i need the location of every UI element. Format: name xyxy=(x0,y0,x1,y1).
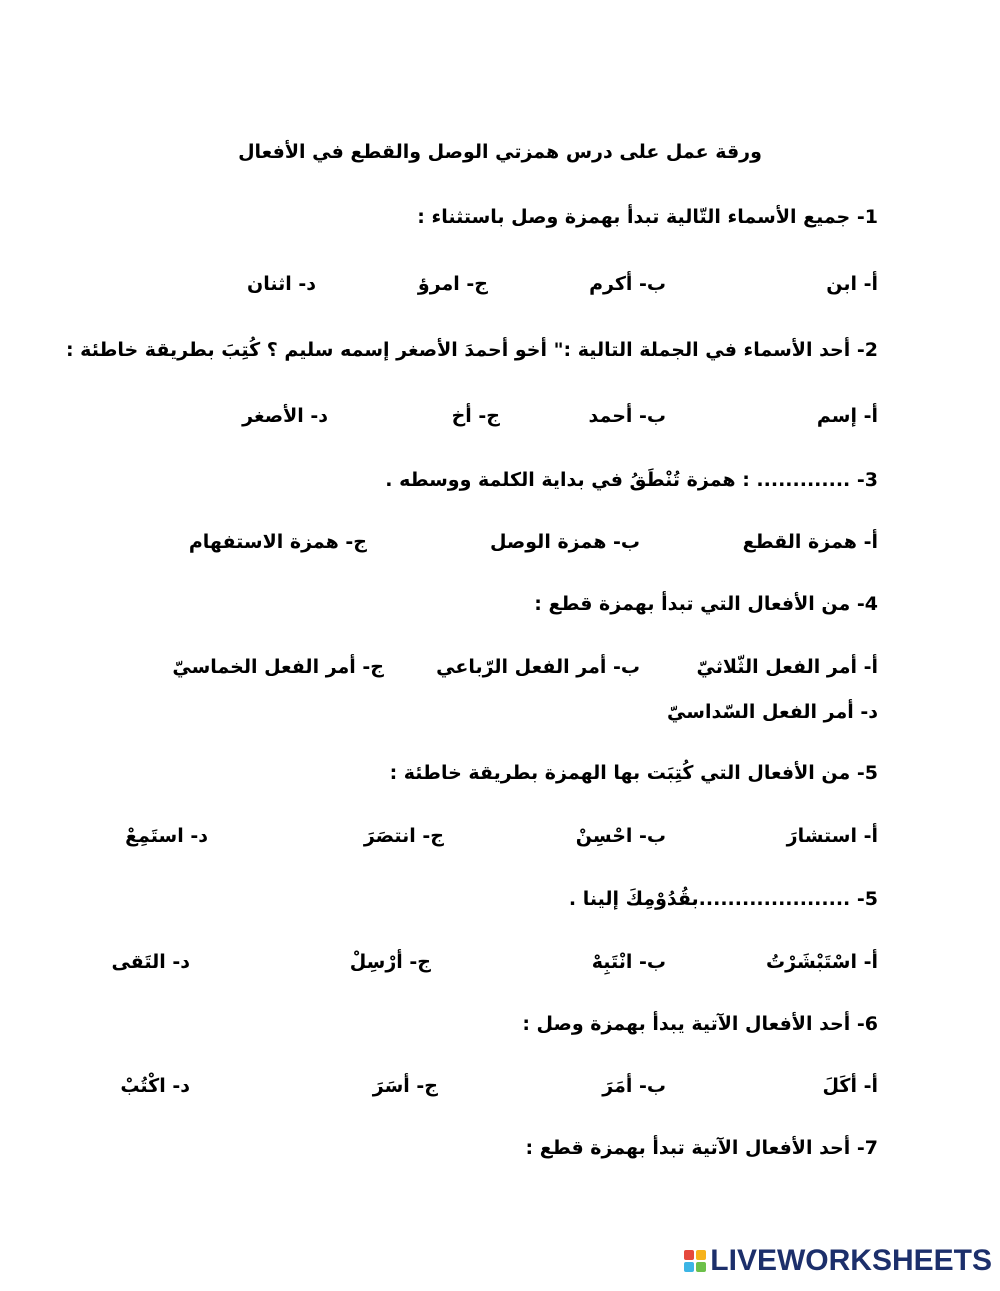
question-4-stem: 4- من الأفعال التي تبدأ بهمزة قطع : xyxy=(534,593,878,615)
question-6-stem: 6- أحد الأفعال الآتية يبدأ بهمزة وصل : xyxy=(522,1013,878,1035)
q3-option-c[interactable]: ج- همزة الاستفهام xyxy=(188,531,367,553)
q5b-option-c[interactable]: ج- أرْسِلْ xyxy=(349,951,431,973)
q1-option-d[interactable]: د- اثنان xyxy=(246,273,316,295)
q4-option-d[interactable]: د- أمر الفعل السّداسيّ xyxy=(667,701,878,723)
worksheet-title: ورقة عمل على درس همزتي الوصل والقطع في الأفعال xyxy=(238,141,762,163)
q4-option-a[interactable]: أ- أمر الفعل الثّلاثيّ xyxy=(696,656,878,678)
q5-option-a[interactable]: أ- استشارَ xyxy=(786,825,878,847)
logo-square-green xyxy=(696,1262,706,1272)
question-7-stem: 7- أحد الأفعال الآتية تبدأ بهمزة قطع : xyxy=(525,1137,878,1159)
liveworksheets-logo xyxy=(684,1241,992,1281)
question-5b-stem: 5- .....................بقُدُوْمِكَ إلينا . xyxy=(568,888,878,910)
q5-option-d[interactable]: د- استَمِعْ xyxy=(125,825,208,847)
q4-option-b[interactable]: ب- أمر الفعل الرّباعي xyxy=(436,656,640,678)
q5b-option-d[interactable]: د- التَقى xyxy=(111,951,190,973)
q4-option-c[interactable]: ج- أمر الفعل الخماسيّ xyxy=(172,656,384,678)
question-1-stem: 1- جميع الأسماء التّالية تبدأ بهمزة وصل باستثناء : xyxy=(417,206,878,228)
q6-option-d[interactable]: د- اكْتُبْ xyxy=(120,1075,190,1097)
brand-name: LIVEWORKSHEETS xyxy=(710,1244,992,1277)
question-2-stem: 2- أحد الأسماء في الجملة التالية :" أخو أحمدَ الأصغر إسمه سليم ؟ كُتِبَ بطريقة خاطئة : xyxy=(65,339,878,361)
q6-option-a[interactable]: أ- أكَلَ xyxy=(822,1075,878,1097)
logo-square-blue xyxy=(684,1262,694,1272)
q1-option-b[interactable]: ب- أكرم xyxy=(589,273,666,295)
q2-option-b[interactable]: ب- أحمد xyxy=(588,405,666,427)
q3-option-a[interactable]: أ- همزة القطع xyxy=(742,531,878,553)
q5-option-c[interactable]: ج- انتصَرَ xyxy=(363,825,444,847)
q5b-option-b[interactable]: ب- انْتَبِهْ xyxy=(591,951,666,973)
q2-option-c[interactable]: ج- أخ xyxy=(451,405,500,427)
q3-option-b[interactable]: ب- همزة الوصل xyxy=(489,531,640,553)
q6-option-c[interactable]: ج- أسَرَ xyxy=(372,1075,438,1097)
logo-square-red xyxy=(684,1250,694,1260)
q5-option-b[interactable]: ب- احْسِنْ xyxy=(575,825,666,847)
question-3-stem: 3- ............. : همزة تُنْطَقُ في بداية الكلمة ووسطه . xyxy=(385,469,878,491)
q6-option-b[interactable]: ب- أمَرَ xyxy=(602,1075,666,1097)
q5b-option-a[interactable]: أ- اسْتَبْشَرْتُ xyxy=(766,951,878,973)
q2-option-a[interactable]: أ- إسم xyxy=(816,405,878,427)
q1-option-c[interactable]: ج- امرؤ xyxy=(417,273,488,295)
q2-option-d[interactable]: د- الأصغر xyxy=(242,405,328,427)
q1-option-a[interactable]: أ- ابن xyxy=(826,273,878,295)
question-5-stem: 5- من الأفعال التي كُتِبَت بها الهمزة بطريقة خاطئة : xyxy=(389,762,878,784)
logo-grid-icon xyxy=(684,1250,706,1272)
logo-square-yellow xyxy=(696,1250,706,1260)
